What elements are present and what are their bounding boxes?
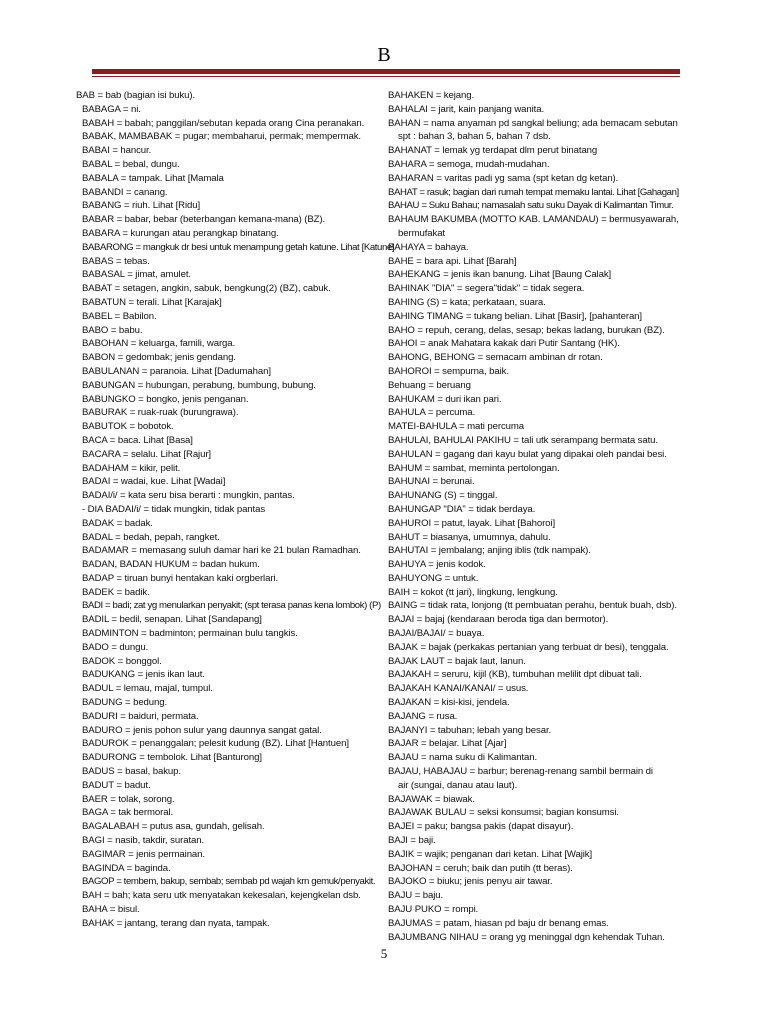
- dictionary-entry: BAHOROI = sempurna, baik.: [388, 365, 509, 377]
- dictionary-entry: BADAN, BADAN HUKUM = badan hukum.: [82, 559, 260, 571]
- dictionary-entry: BABATUN = terali. Lihat [Karajak]: [82, 296, 222, 308]
- dictionary-entry: BAHING TIMANG = tukang belian. Lihat [Basir], [pahanteran]: [388, 310, 642, 322]
- dictionary-entry: BABALA = tampak. Lihat [Mamala: [82, 172, 224, 184]
- dictionary-entry: BAJOKO = biuku; jenis penyu air tawar.: [388, 876, 553, 888]
- dictionary-entry: BAGA = tak bermoral.: [82, 807, 174, 819]
- dictionary-entry: BABO = babu.: [82, 324, 143, 336]
- dictionary-entry: BAHO = repuh, cerang, delas, sesap; bekas ladang, burukan (BZ).: [388, 324, 665, 336]
- dictionary-entry: BADAL = bedah, pepah, rangket.: [82, 531, 220, 543]
- dictionary-entry: BADAK = badak.: [82, 517, 153, 529]
- dictionary-entry: BAHAYA = bahaya.: [388, 241, 469, 253]
- dictionary-entry: bermufakat: [398, 227, 445, 239]
- dictionary-entry: BABAI = hancur.: [82, 145, 152, 157]
- dictionary-entry: BAHE = bara api. Lihat [Barah]: [388, 255, 517, 267]
- dictionary-entry: BAHARA = semoga, mudah-mudahan.: [388, 158, 550, 170]
- dictionary-entry: BAHUNGAP "DIA" = tidak berdaya.: [388, 503, 536, 515]
- dictionary-entry: BAHUYA = jenis kodok.: [388, 559, 486, 571]
- dictionary-entry: BABANG = riuh. Lihat [Ridu]: [82, 200, 201, 212]
- page-number: 5: [380, 946, 388, 961]
- dictionary-entry: BAHEKANG = jenis ikan banung. Lihat [Baung Calak]: [388, 269, 612, 281]
- dictionary-entry: BAHONG, BEHONG = semacam ambinan dr rotan.: [388, 352, 603, 364]
- dictionary-entry: BAHUTAI = jembalang; anjing iblis (tdk nampak).: [388, 545, 591, 557]
- dictionary-entry: BAJU = baju.: [388, 890, 444, 902]
- dictionary-entry: BAJAKAN = kisi-kisi, jendela.: [388, 697, 510, 709]
- dictionary-entry: BADEK = badik.: [82, 586, 150, 598]
- dictionary-entry: BAJUMAS = patam, hiasan pd baju dr benang emas.: [388, 917, 609, 929]
- section-letter: B: [377, 44, 391, 66]
- dictionary-entry: BABULANAN = paranoia. Lihat [Dadumahan]: [82, 365, 271, 377]
- dictionary-entry: BADUL = lemau, majal, tumpul.: [82, 683, 213, 695]
- dictionary-entry: - DIA BADAI/i/ = tidak mungkin, tidak pantas: [82, 503, 266, 515]
- dictionary-entry: BAJEI = paku; bangsa pakis (dapat disayur).: [388, 821, 574, 833]
- dictionary-entry: BAH = bah; kata seru utk menyatakan kekesalan, kejengkelan dsb.: [82, 890, 361, 902]
- dictionary-entry: BAJAWAK = biawak.: [388, 793, 475, 805]
- dictionary-entry: BABURAK = ruak-ruak (burungrawa).: [82, 407, 239, 419]
- dictionary-entry: BADUROK = penanggalan; pelesit kudung (BZ). Lihat [Hantuen]: [82, 738, 349, 750]
- dictionary-entry: BADOK = bonggol.: [82, 655, 162, 667]
- dictionary-entry: BABARONG = mangkuk dr besi untuk menampung getah katune. Lihat [Katune]: [82, 241, 395, 253]
- dictionary-entry: BAJAKAH KANAI/KANAI/ = usus.: [388, 683, 529, 695]
- dictionary-entry: BABANDI = canang.: [82, 186, 168, 198]
- dictionary-entry: air (sungai, danau atau laut).: [398, 779, 518, 791]
- dictionary-entry: BADUT = badut.: [82, 779, 151, 791]
- dictionary-entry: BAHUT = biasanya, umumnya, dahulu.: [388, 531, 551, 543]
- dictionary-entry: BAHAN = nama anyaman pd sangkal beliung; ada bemacam sebutan: [388, 117, 678, 129]
- dictionary-entry: BAHALAI = jarit, kain panjang wanita.: [388, 103, 545, 115]
- dictionary-entry: BABAT = setagen, angkin, sabuk, bengkung(2) (BZ), cabuk.: [82, 283, 331, 295]
- dictionary-entry: BABAK, MAMBABAK = pugar; membaharui, permak; mempermak.: [82, 131, 361, 143]
- dictionary-entry: MATEI-BAHULA = mati percuma: [388, 421, 525, 433]
- dictionary-entry: BAHUYONG = untuk.: [388, 572, 479, 584]
- dictionary-entry: BAJAU = nama suku di Kalimantan.: [388, 752, 538, 764]
- dictionary-entry: BADUNG = bedung.: [82, 697, 168, 709]
- dictionary-entry: BAJANG = rusa.: [388, 710, 458, 722]
- dictionary-entry: BAER = tolak, sorong.: [82, 793, 175, 805]
- dictionary-entry: BAHARAN = varitas padi yg sama (spt ketan dg ketan).: [388, 172, 619, 184]
- dictionary-entry: BAJAK LAUT = bajak laut, lanun.: [388, 655, 526, 667]
- dictionary-entry: BAJI = baji.: [388, 835, 436, 847]
- dictionary-entry: Behuang = beruang: [388, 379, 471, 391]
- dictionary-entry: BAHUNANG (S) = tinggal.: [388, 490, 498, 502]
- dictionary-entry: BAGI = nasib, takdir, suratan.: [82, 835, 205, 847]
- dictionary-entry: BABAL = bebal, dungu.: [82, 158, 180, 170]
- dictionary-entry: BADO = dungu.: [82, 641, 149, 653]
- dictionary-entry: BABASAL = jimat, amulet.: [82, 269, 191, 281]
- dictionary-entry: BADMINTON = badminton; permainan bulu tangkis.: [82, 628, 298, 640]
- dictionary-entry: BABAGA = ni.: [82, 103, 141, 115]
- dictionary-entry: BAHUROI = patut, layak. Lihat [Bahoroi]: [388, 517, 556, 529]
- dictionary-entry: BABAH = babah; panggilan/sebutan kepada orang Cina peranakan.: [82, 117, 365, 129]
- dictionary-entry: BABARA = kurungan atau perangkap binatang.: [82, 227, 279, 239]
- dictionary-entry: BAJAKAH = seruru, kijil (KB), tumbuhan melilit dpt dibuat tali.: [388, 669, 642, 681]
- dictionary-entry: BAJAWAK BULAU = seksi konsumsi; bagian konsumsi.: [388, 807, 619, 819]
- dictionary-entry: BAHANAT = lemak yg terdapat dlm perut binatang: [388, 145, 598, 157]
- dictionary-entry: BABUNGKO = bongko, jenis penganan.: [82, 393, 249, 405]
- right-column: [388, 89, 688, 944]
- dictionary-entry: BABUTOK = bobotok.: [82, 421, 174, 433]
- dictionary-entry: BAHAK = jantang, terang dan nyata, tampak.: [82, 917, 270, 929]
- dictionary-entry: BADAI/i/ = kata seru bisa berarti : mungkin, pantas.: [82, 490, 295, 502]
- dictionary-entry: BAHULA = percuma.: [388, 407, 476, 419]
- dictionary-entry: BAHOI = anak Mahatara kakak dari Putir Santang (HK).: [388, 338, 620, 350]
- dictionary-entry: BAJIK = wajik; penganan dari ketan. Lihat [Wajik]: [388, 848, 593, 860]
- dictionary-entry: BADAHAM = kikir, pelit.: [82, 462, 181, 474]
- dictionary-entry: BAHING (S) = kata; perkataan, suara.: [388, 296, 546, 308]
- dictionary-entry: BAGINDA = baginda.: [82, 862, 171, 874]
- dictionary-entry: BAGOP = tembem, bakup, sembab; sembab pd wajah krn gemuk/penyakit.: [82, 876, 376, 888]
- dictionary-entry: BAGIMAR = jenis permainan.: [82, 848, 205, 860]
- dictionary-entry: BABEL = Babilon.: [82, 310, 157, 322]
- dictionary-entry: BAHULAN = gagang dari kayu bulat yang dipakai oleh pandai besi.: [388, 448, 667, 460]
- dictionary-entry: BAGALABAH = putus asa, gundah, gelisah.: [82, 821, 265, 833]
- dictionary-entry: BAJAI/BAJAI/ = buaya.: [388, 628, 485, 640]
- dictionary-entry: BAHUKAM = duri ikan pari.: [388, 393, 502, 405]
- dictionary-entry: BAHUM = sambat, meminta pertolongan.: [388, 462, 560, 474]
- dictionary-entry: BADURI = baiduri, permata.: [82, 710, 199, 722]
- dictionary-entry: BADAI = wadai, kue. Lihat [Wadai]: [82, 476, 226, 488]
- dictionary-entry: BABOHAN = keluarga, famili, warga.: [82, 338, 236, 350]
- header-rule-thick: [92, 69, 680, 74]
- dictionary-entry: spt : bahan 3, bahan 5, bahan 7 dsb.: [398, 131, 551, 143]
- dictionary-entry: BACARA = selalu. Lihat [Rajur]: [82, 448, 211, 460]
- dictionary-entry: BAJUMBANG NIHAU = orang yg meninggal dgn kehendak Tuhan.: [388, 931, 665, 943]
- dictionary-entry: BABAS = tebas.: [82, 255, 150, 267]
- dictionary-entry: BAB = bab (bagian isi buku).: [76, 90, 196, 101]
- dictionary-entry: BADUS = basal, bakup.: [82, 766, 181, 778]
- dictionary-entry: BAHINAK "DIA" = segera"tidak" = tidak segera.: [388, 283, 585, 295]
- dictionary-entry: BAHAT = rasuk; bagian dari rumah tempat memaku lantai. Lihat [Gahagan]: [388, 186, 679, 198]
- dictionary-entry: BADIL = bedil, senapan. Lihat [Sandapang]: [82, 614, 262, 626]
- dictionary-entry: BAJU PUKO = rompi.: [388, 904, 479, 916]
- dictionary-entry: BAIH = kokot (tt jari), lingkung, lengkung.: [388, 586, 558, 598]
- dictionary-entry: BAING = tidak rata, lonjong (tt pembuatan perahu, bentuk buah, dsb).: [388, 600, 677, 612]
- dictionary-entry: BADAMAR = memasang suluh damar hari ke 21 bulan Ramadhan.: [82, 545, 361, 557]
- left-column: [76, 89, 394, 931]
- dictionary-entry: BADUKANG = jenis ikan laut.: [82, 669, 205, 681]
- dictionary-entry: BAJAR = belajar. Lihat [Ajar]: [388, 738, 507, 750]
- dictionary-entry: BACA = baca. Lihat [Basa]: [82, 434, 193, 446]
- dictionary-entry: BAHAU = Suku Bahau; namasalah satu suku Dayak di Kalimantan Timur.: [388, 200, 674, 212]
- dictionary-entry: BAJAI = bajaj (kendaraan beroda tiga dan bermotor).: [388, 614, 609, 626]
- dictionary-entry: BAHUNAI = berunai.: [388, 476, 475, 488]
- dictionary-entry: BAHULAI, BAHULAI PAKIHU = tali utk serampang bermata satu.: [388, 434, 658, 446]
- dictionary-entry: BADURONG = tembolok. Lihat [Banturong]: [82, 752, 262, 764]
- dictionary-entry: BADAP = tiruan bunyi hentakan kaki orgberlari.: [82, 572, 279, 584]
- dictionary-entry: BAJANYI = tabuhan; lebah yang besar.: [388, 724, 552, 736]
- dictionary-entry: BAHAKEN = kejang.: [388, 90, 475, 101]
- dictionary-entry: BAJAU, HABAJAU = barbur; berenag-renang sambil bermain di: [388, 766, 653, 778]
- dictionary-entry: BAJOHAN = ceruh; baik dan putih (tt beras).: [388, 862, 573, 874]
- dictionary-entry: BAHA = bisul.: [82, 904, 140, 916]
- header-rule-thin: [92, 76, 680, 77]
- dictionary-entry: BABUNGAN = hubungan, perabung, bumbung, bubung.: [82, 379, 316, 391]
- dictionary-entry: BABAR = babar, bebar (beterbangan kemana-mana) (BZ).: [82, 214, 326, 226]
- dictionary-entry: BABON = gedombak; jenis gendang.: [82, 352, 236, 364]
- dictionary-entry: BADURO = jenis pohon sulur yang daunnya sangat gatal.: [82, 724, 322, 736]
- dictionary-entry: BADI = badi; zat yg menularkan penyakit; (spt terasa panas kena lombok) (P): [82, 600, 381, 612]
- dictionary-entry: BAJAK = bajak (perkakas pertanian yang terbuat dr besi), tenggala.: [388, 641, 669, 653]
- dictionary-entry: BAHAUM BAKUMBA (MOTTO KAB. LAMANDAU) = bermusyawarah,: [388, 214, 679, 226]
